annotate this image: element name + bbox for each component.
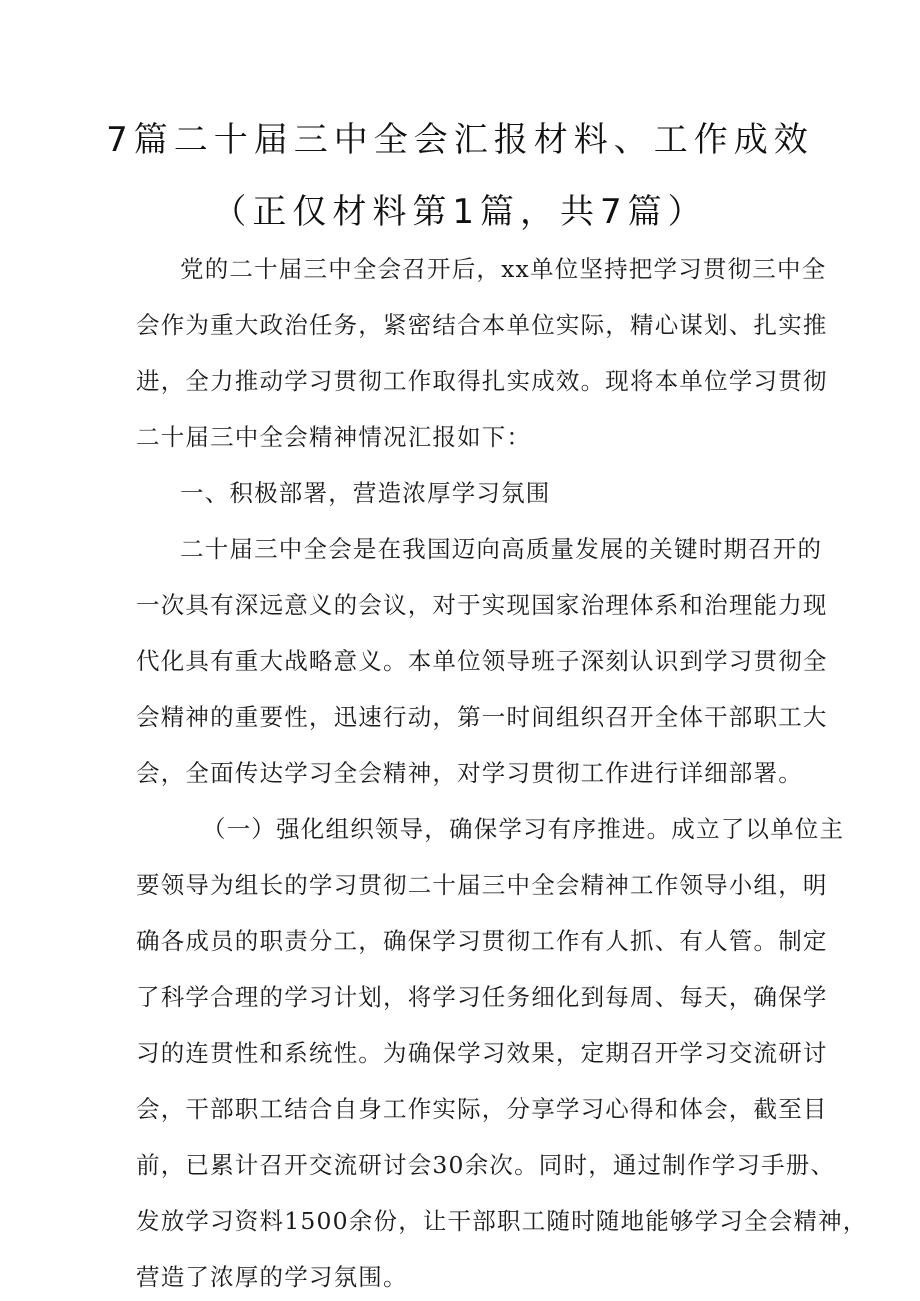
paragraph-line: 一次具有深远意义的会议，对于实现国家治理体系和治理能力现 (136, 591, 828, 619)
paragraph-line: 习的连贯性和系统性。为确保学习效果，定期召开学习交流研讨 (136, 1039, 828, 1067)
paragraph-line: 党的二十届三中全会召开后，xx单位坚持把学习贯彻三中全 (180, 255, 827, 283)
paragraph-line: 营造了浓厚的学习氛围。 (136, 1263, 408, 1291)
paragraph-line: 二十届三中全会是在我国迈向高质量发展的关键时期召开的 (180, 535, 823, 563)
subsection-heading-line: （一）强化组织领导，确保学习有序推进。成立了以单位主 (202, 815, 845, 843)
paragraph-line: 确各成员的职责分工，确保学习贯彻工作有人抓、有人管。制定 (136, 927, 828, 955)
paragraph-line: 会精神的重要性，迅速行动，第一时间组织召开全体干部职工大 (136, 703, 828, 731)
paragraph-line: 要领导为组长的学习贯彻二十届三中全会精神工作领导小组，明 (136, 871, 828, 899)
document-title: 7篇二十届三中全会汇报材料、工作成效 (106, 120, 814, 160)
paragraph-line: 了科学合理的学习计划，将学习任务细化到每周、每天，确保学 (136, 983, 828, 1011)
section-heading: 一、积极部署，营造浓厚学习氛围 (180, 479, 551, 507)
paragraph-line: 发放学习资料1500余份，让干部职工随时随地能够学习全会精神， (136, 1207, 868, 1235)
document-subtitle: （正仅材料第1篇，共7篇） (212, 192, 708, 232)
paragraph-line: 会，全面传达学习全会精神，对学习贯彻工作进行详细部署。 (136, 759, 803, 787)
paragraph-line: 会作为重大政治任务，紧密结合本单位实际，精心谋划、扎实推 (136, 311, 828, 339)
paragraph-line: 进，全力推动学习贯彻工作取得扎实成效。现将本单位学习贯彻 (136, 367, 828, 395)
paragraph-line: 前，已累计召开交流研讨会30余次。同时，通过制作学习手册、 (136, 1151, 836, 1179)
paragraph-line: 二十届三中全会精神情况汇报如下： (136, 423, 532, 451)
paragraph-line: 代化具有重大战略意义。本单位领导班子深刻认识到学习贯彻全 (136, 647, 828, 675)
paragraph-line: 会，干部职工结合自身工作实际，分享学习心得和体会，截至目 (136, 1095, 828, 1123)
